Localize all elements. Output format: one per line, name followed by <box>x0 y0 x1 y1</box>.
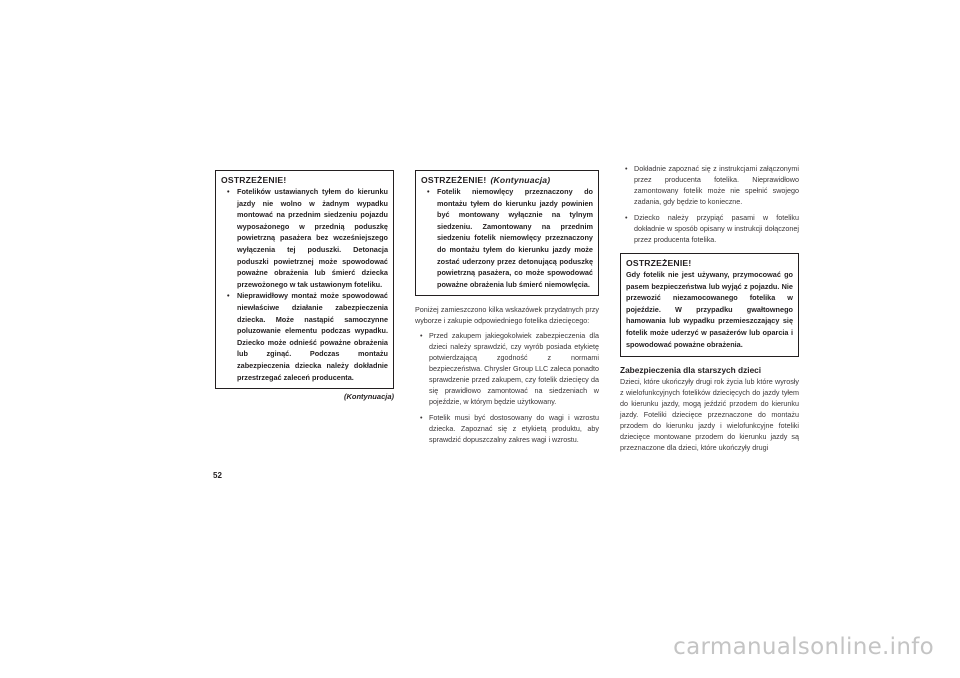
continued-label: (Kontynuacja) <box>343 392 394 402</box>
warning-continued-label: (Kontynuacja) <box>490 175 551 185</box>
instructions-list <box>620 163 799 245</box>
list-item: • Nieprawidłowy montaż może spowodować niewłaściwe działanie zabezpieczenia dziecka. Może nastąpić samoczynne poluzowanie elementu podczas wypadku. Dziecko może odnieść poważne obrażenia lub zginąć. Podczas montażu zabezpieczenia dziecka należy dokładnie przestrzegać zaleceń producenta. <box>221 290 388 383</box>
warning-box-left <box>215 170 394 389</box>
intro-paragraph: Poniżej zamieszczono kilka wskazówek przydatnych przy wyborze i zakupie odpowiedniego fotelika dziecięcego: <box>415 305 599 326</box>
list-item: • Fotelik musi być dostosowany do wagi i wzrostu dziecka. Zapoznać się z etykietą produktu, aby sprawdzić dopuszczalny zakres wagi i wzrostu. <box>415 412 599 445</box>
section-paragraph: Dzieci, które ukończyły drugi rok życia lub które wyrosły z wielofunkcyjnych fotelików dziecięcych do jazdy tyłem do kierunku jazdy, mogą jeździć przodem do kierunku jazdy. Foteliki dziecięce przeznaczone do montażu przodem do kierunku jazdy i wielofunkcyjne foteliki dziecięce montowane przodem do kierunku jazdy są przeznaczone dla dzieci, które ukończyły drugi <box>620 377 799 453</box>
right-column <box>620 163 799 453</box>
list-item: • Dokładnie zapoznać się z instrukcjami załączonymi przez producenta fotelika. Nieprawidłowo zamontowany fotelik może nie spełnić swojego zadania, gdy będzie to konieczne. <box>620 163 799 207</box>
section-heading: Zabezpieczenia dla starszych dzieci <box>620 365 762 376</box>
tips-list <box>415 330 599 445</box>
warning-title <box>421 174 593 186</box>
middle-column <box>415 170 599 450</box>
warning-text: Gdy fotelik nie jest używany, przymocować go pasem bezpieczeństwa lub wyjąć z pojazdu. Nie przewozić niezamocowanego fotelika w pojeździe. W przypadku gwałtownego hamowania lub wypadku przemieszczający się fotelik może uderzyć w pasażerów lub oparcia i spowodować poważne obrażenia. <box>626 270 793 349</box>
list-item: • Przed zakupem jakiegokolwiek zabezpieczenia dla dzieci należy sprawdzić, czy wyrób posiada etykietę potwierdzającą zgodność z normami bezpieczeństwa. Chrysler Group LLC zaleca ponadto sprawdzenie przed zakupem, czy fotelik dziecięcy da się prawidłowo zamontować na siedzeniach w pojeździe, w którym będzie użytkowany. <box>415 330 599 407</box>
page-number: 52 <box>213 471 222 480</box>
watermark: carmanualsonline.info <box>673 634 934 660</box>
warning-list <box>221 186 388 383</box>
list-item: • Dziecko należy przypiąć pasami w foteliku dokładnie w sposób opisany w instrukcji dołączonej przez producenta fotelika. <box>620 212 799 245</box>
warning-title-text: OSTRZEŻENIE! <box>421 175 487 185</box>
warning-list <box>421 186 593 290</box>
left-column <box>215 170 394 402</box>
warning-title: OSTRZEŻENIE! <box>221 175 287 185</box>
warning-box-middle <box>415 170 599 296</box>
list-item: • Fotelików ustawianych tyłem do kierunku jazdy nie wolno w żadnym wypadku montować na przednim siedzeniu pojazdu wyposażonego w przednią poduszkę powietrzną pasażera bez wcześniejszego wyłączenia tej poduszki. Detonacja poduszki powietrznej może spowodować poważne obrażenia lub śmierć dziecka przewożonego w tak ustawionym foteliku. <box>221 186 388 290</box>
warning-title: OSTRZEŻENIE! <box>626 258 692 268</box>
list-item: • Fotelik niemowlęcy przeznaczony do montażu tyłem do kierunku jazdy powinien być montowany wyłącznie na tylnym siedzeniu. Zamontowany na przednim siedzeniu fotelik niemowlęcy przeznaczony do montażu tyłem do kierunku jazdy może zostać uderzony przez detonującą poduszkę powietrzną pasażera, co może spowodować poważne obrażenia lub śmierć niemowlęcia. <box>421 186 593 290</box>
warning-box-right <box>620 253 799 357</box>
